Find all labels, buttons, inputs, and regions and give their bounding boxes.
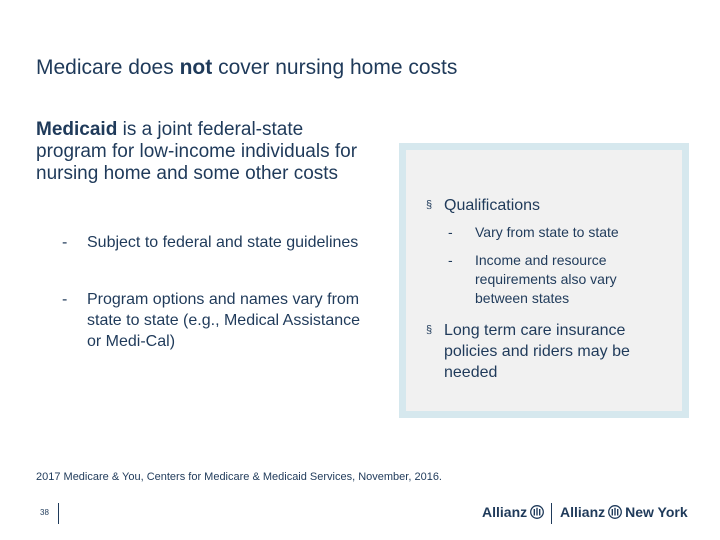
logo-divider bbox=[551, 503, 552, 524]
left-bullet-program-options: - Program options and names vary from state to state (e.g., Medical Assistance or Medi-Cal) bbox=[62, 291, 361, 350]
allianz-logo: Allianz bbox=[482, 504, 544, 520]
medicaid-term: Medicaid bbox=[36, 119, 118, 140]
qualifications-box bbox=[399, 143, 689, 418]
source-citation: 2017 Medicare & You, Centers for Medicare & Medicaid Services, November, 2016. bbox=[36, 471, 442, 483]
slide-title: Medicare does not cover nursing home costs bbox=[36, 56, 458, 79]
left-bullet-guidelines: - Subject to federal and state guidelines bbox=[62, 234, 359, 251]
page-number: 38 bbox=[40, 508, 49, 517]
sub-bullet-income: - Income and resource requirements also vary between states bbox=[448, 252, 617, 306]
medicaid-definition: Medicaid is a joint federal-state program for low-income individuals for nursing home and some other costs bbox=[36, 119, 358, 184]
bullet-qualifications: § Qualifications bbox=[426, 197, 541, 214]
allianz-eagle-emblem-icon bbox=[530, 505, 544, 519]
allianz-new-york-logo: Allianz New York bbox=[560, 504, 688, 520]
bullet-ltc-insurance: § Long term care insurance policies and riders may be needed bbox=[426, 322, 630, 381]
section-bullet-icon: § bbox=[426, 199, 433, 211]
section-bullet-icon: § bbox=[426, 324, 433, 336]
footer-divider bbox=[58, 503, 59, 524]
allianz-eagle-emblem-icon bbox=[608, 505, 622, 519]
sub-bullet-vary: - Vary from state to state bbox=[448, 224, 619, 240]
title-emphasis: not bbox=[179, 56, 213, 79]
